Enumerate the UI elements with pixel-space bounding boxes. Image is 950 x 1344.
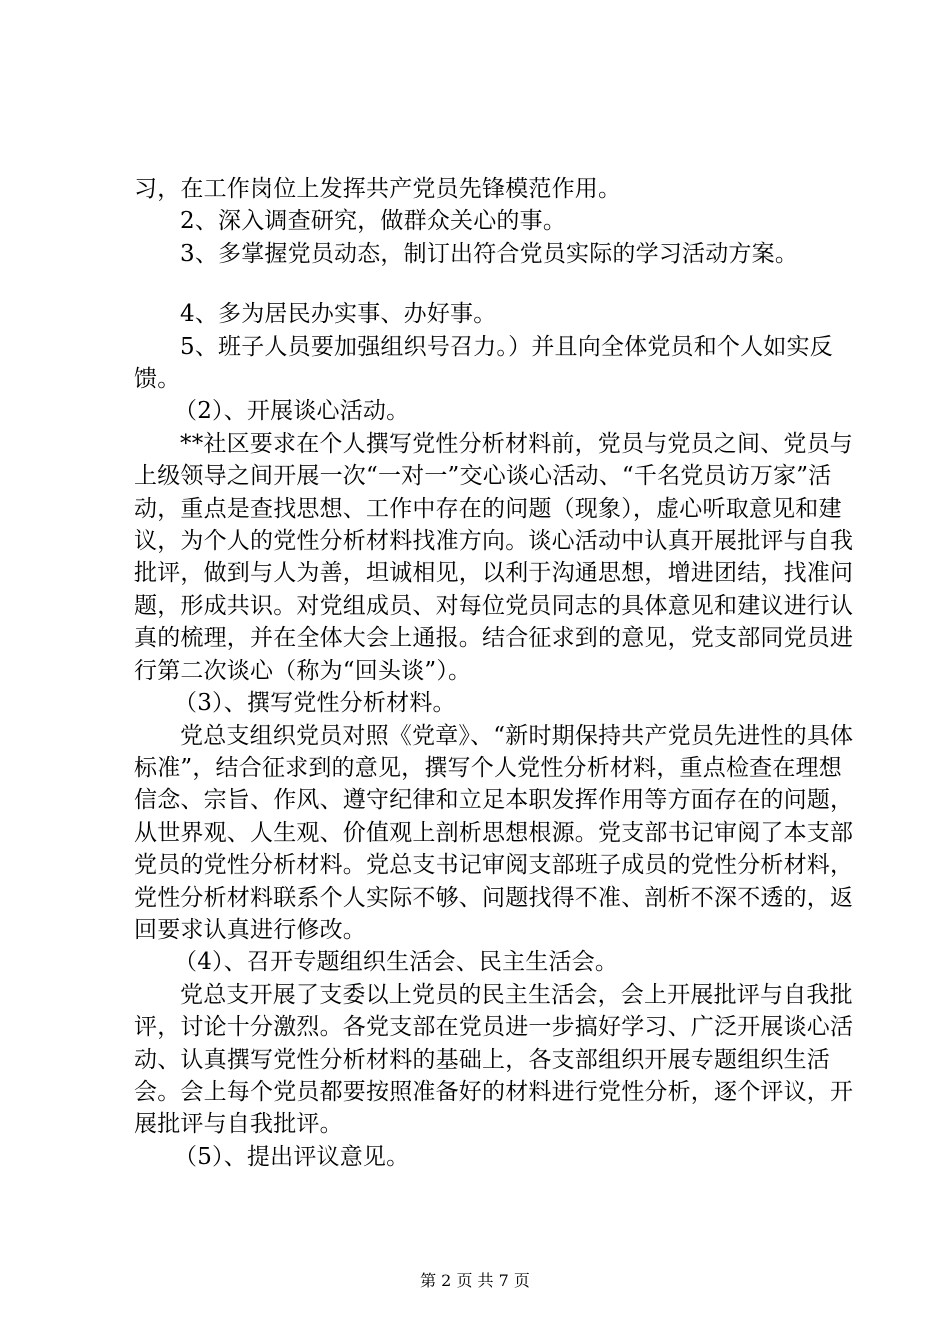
section-heading-5: （5）、提出评议意见。 (174, 1143, 410, 1170)
paragraph-life-meeting: 党总支开展了支委以上党员的民主生活会，会上开展批评与自我批评，讨论十分激烈。各党支部在党员进一步搞好学习、广泛开展谈心活动、认真撰写党性分析材料的基础上，各支部组织开展专题组织生活会。会上每个党员都要按照准备好的材料进行党性分析，逐个评议，开展批评与自我批评。 (134, 981, 854, 1138)
document-body (134, 173, 854, 1173)
section-heading-4: （4）、召开专题组织生活会、民主生活会。 (174, 949, 619, 976)
paragraph-talk-activity: **社区要求在个人撰写党性分析材料前，党员与党员之间、党员与上级领导之间开展一次“一对一”交心谈心活动、“千名党员访万家”活动，重点是查找思想、工作中存在的问题（现象），虚心听取意见和建议，为个人的党性分析材料找准方向。谈心活动中认真开展批评与自我批评，做到与人为善，坦诚相见，以利于沟通思想，增进团结，找准问题，形成共识。对党组成员、对每位党员同志的具体意见和建议进行认真的梳理，并在全体大会上通报。结合征求到的意见，党支部同党员进行第二次谈心（称为“回头谈”）。 (134, 430, 854, 684)
page-footer (0, 1268, 950, 1291)
paragraph-item-2: 2、深入调查研究，做群众关心的事。 (180, 208, 567, 235)
paragraph-item-5: 5、班子人员要加强组织号召力。）并且向全体党员和个人如实反馈。 (134, 333, 833, 393)
page-number-label: 第 2 页 共 7 页 (420, 1271, 530, 1290)
paragraph-gap (134, 270, 854, 298)
section-heading-2: （2）、开展谈心活动。 (174, 398, 410, 425)
paragraph-item-3: 3、多掌握党员动态，制订出符合党员实际的学习活动方案。 (180, 240, 799, 267)
paragraph-item-4: 4、多为居民办实事、办好事。 (180, 301, 497, 328)
paragraph-analysis-material: 党总支组织党员对照《党章》、“新时期保持共产党员先进性的具体标准”，结合征求到的意见，撰写个人党性分析材料，重点检查在理想信念、宗旨、作风、遵守纪律和立足本职发挥作用等方面存在的问题，从世界观、人生观、价值观上剖析思想根源。党支部书记审阅了本支部党员的党性分析材料。党总支书记审阅支部班子成员的党性分析材料，党性分析材料联系个人实际不够、问题找得不准、剖析不深不透的，返回要求认真进行修改。 (134, 722, 854, 943)
section-heading-3: （3）、撰写党性分析材料。 (174, 690, 456, 717)
paragraph-continuation: 习，在工作岗位上发挥共产党员先锋模范作用。 (134, 176, 622, 202)
